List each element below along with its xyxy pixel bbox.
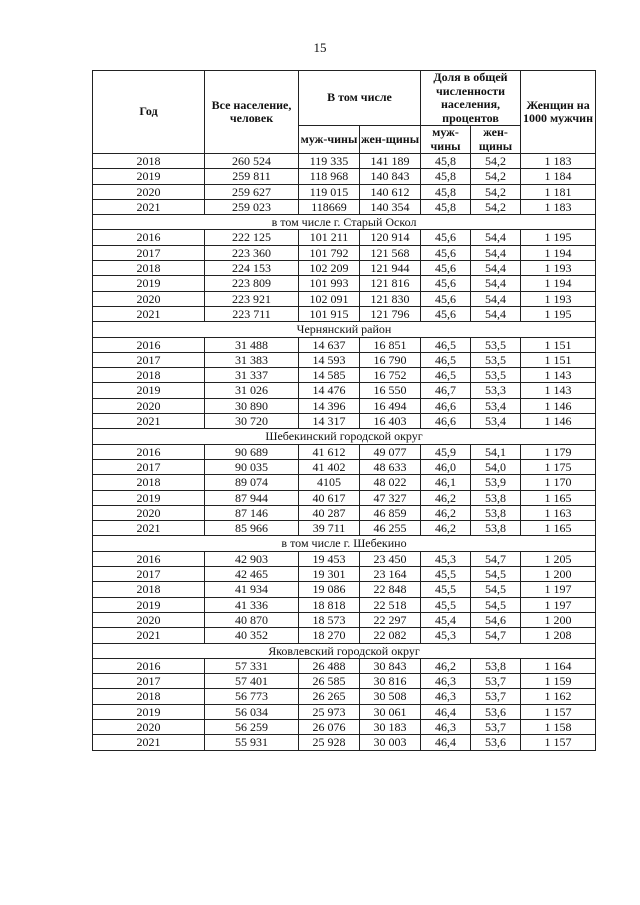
cell-year: 2016 [93, 658, 205, 673]
cell-total: 89 074 [205, 475, 299, 490]
table-row [93, 368, 596, 383]
cell-total: 31 026 [205, 383, 299, 398]
cell-share-women: 53,9 [471, 475, 521, 490]
cell-share-women: 54,7 [471, 551, 521, 566]
cell-men: 26 265 [299, 689, 360, 704]
cell-women-per-1000: 1 194 [521, 245, 596, 260]
cell-women: 121 568 [360, 245, 421, 260]
cell-share-women: 53,8 [471, 490, 521, 505]
table-row [93, 199, 596, 214]
cell-year: 2021 [93, 521, 205, 536]
table-row [93, 383, 596, 398]
cell-share-men: 45,6 [421, 245, 471, 260]
cell-share-women: 53,7 [471, 689, 521, 704]
cell-total: 31 488 [205, 337, 299, 352]
cell-year: 2017 [93, 674, 205, 689]
header-women: жен-щины [360, 126, 421, 154]
cell-women: 120 914 [360, 230, 421, 245]
cell-share-men: 45,6 [421, 230, 471, 245]
cell-women-per-1000: 1 183 [521, 154, 596, 169]
cell-women: 121 830 [360, 291, 421, 306]
cell-women: 46 255 [360, 521, 421, 536]
cell-share-men: 45,3 [421, 628, 471, 643]
cell-women-per-1000: 1 195 [521, 230, 596, 245]
cell-men: 4105 [299, 475, 360, 490]
cell-men: 118669 [299, 199, 360, 214]
cell-women-per-1000: 1 194 [521, 276, 596, 291]
cell-share-women: 54,4 [471, 291, 521, 306]
cell-total: 56 259 [205, 719, 299, 734]
cell-year: 2019 [93, 383, 205, 398]
cell-men: 101 915 [299, 306, 360, 321]
cell-share-men: 45,8 [421, 184, 471, 199]
cell-men: 119 015 [299, 184, 360, 199]
cell-women-per-1000: 1 165 [521, 490, 596, 505]
cell-share-men: 46,5 [421, 337, 471, 352]
cell-year: 2020 [93, 719, 205, 734]
cell-women: 140 354 [360, 199, 421, 214]
cell-men: 25 928 [299, 735, 360, 750]
cell-share-women: 54,5 [471, 567, 521, 582]
cell-women: 30 843 [360, 658, 421, 673]
cell-share-women: 53,5 [471, 352, 521, 367]
cell-year: 2021 [93, 306, 205, 321]
table-row [93, 154, 596, 169]
table-row [93, 704, 596, 719]
cell-share-women: 53,8 [471, 658, 521, 673]
cell-year: 2018 [93, 689, 205, 704]
cell-men: 118 968 [299, 169, 360, 184]
cell-share-women: 54,4 [471, 276, 521, 291]
table-row [93, 459, 596, 474]
cell-total: 259 023 [205, 199, 299, 214]
cell-men: 40 617 [299, 490, 360, 505]
cell-total: 56 773 [205, 689, 299, 704]
cell-share-men: 45,4 [421, 612, 471, 627]
cell-share-men: 46,6 [421, 414, 471, 429]
cell-women: 140 612 [360, 184, 421, 199]
cell-men: 19 086 [299, 582, 360, 597]
cell-year: 2016 [93, 337, 205, 352]
cell-men: 26 585 [299, 674, 360, 689]
cell-women: 48 022 [360, 475, 421, 490]
cell-women: 141 189 [360, 154, 421, 169]
cell-year: 2017 [93, 459, 205, 474]
table-row [93, 414, 596, 429]
cell-share-women: 54,2 [471, 184, 521, 199]
table-body [93, 154, 596, 751]
cell-total: 222 125 [205, 230, 299, 245]
population-table [92, 70, 596, 751]
cell-year: 2020 [93, 184, 205, 199]
cell-women: 16 851 [360, 337, 421, 352]
cell-women: 30 061 [360, 704, 421, 719]
cell-share-women: 53,5 [471, 337, 521, 352]
cell-women-per-1000: 1 146 [521, 414, 596, 429]
cell-share-women: 54,4 [471, 230, 521, 245]
section-header-row [93, 643, 596, 658]
cell-share-men: 46,5 [421, 368, 471, 383]
cell-women-per-1000: 1 151 [521, 337, 596, 352]
cell-women: 16 403 [360, 414, 421, 429]
cell-share-men: 45,6 [421, 261, 471, 276]
section-title: в том числе г. Старый Оскол [93, 215, 596, 230]
cell-share-men: 46,7 [421, 383, 471, 398]
cell-women-per-1000: 1 165 [521, 521, 596, 536]
cell-men: 101 792 [299, 245, 360, 260]
cell-total: 87 146 [205, 505, 299, 520]
cell-women-per-1000: 1 158 [521, 719, 596, 734]
cell-year: 2019 [93, 597, 205, 612]
cell-total: 90 035 [205, 459, 299, 474]
cell-men: 41 612 [299, 444, 360, 459]
cell-total: 31 337 [205, 368, 299, 383]
cell-year: 2018 [93, 582, 205, 597]
cell-share-women: 54,2 [471, 199, 521, 214]
cell-share-women: 54,5 [471, 582, 521, 597]
cell-year: 2019 [93, 704, 205, 719]
cell-men: 41 402 [299, 459, 360, 474]
cell-share-men: 45,8 [421, 199, 471, 214]
section-title: Яковлевский городской округ [93, 643, 596, 658]
cell-women: 47 327 [360, 490, 421, 505]
cell-women: 16 790 [360, 352, 421, 367]
cell-women: 22 297 [360, 612, 421, 627]
table-row [93, 628, 596, 643]
cell-share-women: 54,4 [471, 245, 521, 260]
cell-year: 2020 [93, 398, 205, 413]
cell-total: 223 711 [205, 306, 299, 321]
header-share-men: муж-чины [421, 126, 471, 154]
cell-women: 121 796 [360, 306, 421, 321]
section-header-row [93, 322, 596, 337]
cell-share-women: 53,4 [471, 398, 521, 413]
cell-women: 30 183 [360, 719, 421, 734]
table-row [93, 475, 596, 490]
cell-women-per-1000: 1 205 [521, 551, 596, 566]
table-row [93, 719, 596, 734]
cell-share-women: 53,5 [471, 368, 521, 383]
section-title: Шебекинский городской округ [93, 429, 596, 444]
cell-share-men: 45,6 [421, 306, 471, 321]
table-row [93, 245, 596, 260]
cell-share-men: 46,2 [421, 505, 471, 520]
cell-total: 224 153 [205, 261, 299, 276]
cell-share-women: 53,8 [471, 505, 521, 520]
cell-women: 23 450 [360, 551, 421, 566]
cell-men: 119 335 [299, 154, 360, 169]
table-row [93, 261, 596, 276]
cell-total: 55 931 [205, 735, 299, 750]
cell-total: 90 689 [205, 444, 299, 459]
cell-share-women: 54,4 [471, 261, 521, 276]
cell-share-women: 54,2 [471, 154, 521, 169]
cell-share-men: 46,3 [421, 719, 471, 734]
table-row [93, 337, 596, 352]
header-year: Год [93, 71, 205, 154]
cell-share-men: 45,9 [421, 444, 471, 459]
header-share: Доля в общей численности населения, процентов [421, 71, 521, 126]
cell-women: 30 508 [360, 689, 421, 704]
cell-men: 102 209 [299, 261, 360, 276]
cell-total: 85 966 [205, 521, 299, 536]
cell-year: 2017 [93, 567, 205, 582]
cell-women: 49 077 [360, 444, 421, 459]
cell-men: 14 476 [299, 383, 360, 398]
cell-share-men: 46,4 [421, 704, 471, 719]
cell-share-women: 53,6 [471, 735, 521, 750]
cell-men: 25 973 [299, 704, 360, 719]
table-row [93, 306, 596, 321]
cell-women-per-1000: 1 197 [521, 582, 596, 597]
cell-women-per-1000: 1 163 [521, 505, 596, 520]
cell-share-men: 46,2 [421, 658, 471, 673]
cell-year: 2016 [93, 551, 205, 566]
table-row [93, 230, 596, 245]
cell-total: 30 720 [205, 414, 299, 429]
table-row [93, 567, 596, 582]
cell-men: 26 488 [299, 658, 360, 673]
cell-men: 19 301 [299, 567, 360, 582]
cell-women-per-1000: 1 208 [521, 628, 596, 643]
cell-men: 102 091 [299, 291, 360, 306]
section-title: в том числе г. Шебекино [93, 536, 596, 551]
cell-women-per-1000: 1 200 [521, 567, 596, 582]
section-title: Чернянский район [93, 322, 596, 337]
cell-share-women: 54,5 [471, 597, 521, 612]
cell-women: 121 816 [360, 276, 421, 291]
cell-women: 22 518 [360, 597, 421, 612]
header-men: муж-чины [299, 126, 360, 154]
cell-total: 223 809 [205, 276, 299, 291]
cell-men: 14 585 [299, 368, 360, 383]
cell-women: 16 494 [360, 398, 421, 413]
cell-year: 2020 [93, 291, 205, 306]
cell-women-per-1000: 1 195 [521, 306, 596, 321]
cell-women-per-1000: 1 181 [521, 184, 596, 199]
cell-women: 22 848 [360, 582, 421, 597]
cell-men: 40 287 [299, 505, 360, 520]
table-row [93, 735, 596, 750]
cell-women-per-1000: 1 175 [521, 459, 596, 474]
cell-total: 30 890 [205, 398, 299, 413]
cell-share-men: 45,6 [421, 291, 471, 306]
header-of-which: В том числе [299, 71, 421, 126]
cell-total: 57 331 [205, 658, 299, 673]
cell-share-women: 53,4 [471, 414, 521, 429]
cell-total: 41 336 [205, 597, 299, 612]
cell-women: 121 944 [360, 261, 421, 276]
cell-women: 30 003 [360, 735, 421, 750]
cell-total: 42 903 [205, 551, 299, 566]
cell-year: 2018 [93, 368, 205, 383]
cell-women: 46 859 [360, 505, 421, 520]
cell-total: 42 465 [205, 567, 299, 582]
cell-share-women: 53,6 [471, 704, 521, 719]
table-row [93, 597, 596, 612]
table-row [93, 521, 596, 536]
cell-share-men: 46,2 [421, 521, 471, 536]
cell-year: 2017 [93, 352, 205, 367]
cell-men: 14 637 [299, 337, 360, 352]
cell-year: 2018 [93, 475, 205, 490]
cell-women-per-1000: 1 143 [521, 383, 596, 398]
cell-women-per-1000: 1 197 [521, 597, 596, 612]
cell-year: 2021 [93, 628, 205, 643]
cell-total: 41 934 [205, 582, 299, 597]
cell-share-women: 54,2 [471, 169, 521, 184]
cell-total: 56 034 [205, 704, 299, 719]
cell-share-men: 46,1 [421, 475, 471, 490]
cell-women-per-1000: 1 151 [521, 352, 596, 367]
cell-women-per-1000: 1 184 [521, 169, 596, 184]
cell-total: 260 524 [205, 154, 299, 169]
cell-year: 2021 [93, 199, 205, 214]
cell-men: 101 993 [299, 276, 360, 291]
cell-men: 18 573 [299, 612, 360, 627]
cell-total: 31 383 [205, 352, 299, 367]
cell-men: 18 270 [299, 628, 360, 643]
cell-women: 16 752 [360, 368, 421, 383]
section-header-row [93, 215, 596, 230]
cell-women-per-1000: 1 183 [521, 199, 596, 214]
cell-year: 2018 [93, 261, 205, 276]
table-row [93, 276, 596, 291]
cell-share-men: 46,5 [421, 352, 471, 367]
cell-year: 2016 [93, 444, 205, 459]
cell-share-women: 54,1 [471, 444, 521, 459]
cell-men: 19 453 [299, 551, 360, 566]
table-row [93, 551, 596, 566]
cell-men: 26 076 [299, 719, 360, 734]
cell-share-women: 53,7 [471, 719, 521, 734]
cell-men: 14 317 [299, 414, 360, 429]
cell-year: 2016 [93, 230, 205, 245]
cell-total: 57 401 [205, 674, 299, 689]
table-row [93, 612, 596, 627]
cell-year: 2020 [93, 612, 205, 627]
cell-women-per-1000: 1 170 [521, 475, 596, 490]
table-row [93, 291, 596, 306]
cell-women: 30 816 [360, 674, 421, 689]
cell-year: 2017 [93, 245, 205, 260]
cell-share-men: 45,5 [421, 597, 471, 612]
table-row [93, 490, 596, 505]
cell-men: 14 593 [299, 352, 360, 367]
cell-year: 2021 [93, 735, 205, 750]
cell-total: 87 944 [205, 490, 299, 505]
cell-total: 223 360 [205, 245, 299, 260]
cell-women-per-1000: 1 146 [521, 398, 596, 413]
cell-share-men: 46,6 [421, 398, 471, 413]
section-header-row [93, 536, 596, 551]
cell-total: 223 921 [205, 291, 299, 306]
cell-share-men: 45,3 [421, 551, 471, 566]
cell-total: 259 811 [205, 169, 299, 184]
cell-year: 2019 [93, 276, 205, 291]
cell-share-men: 46,4 [421, 735, 471, 750]
cell-share-women: 54,7 [471, 628, 521, 643]
cell-year: 2019 [93, 490, 205, 505]
cell-share-men: 46,3 [421, 689, 471, 704]
table-row [93, 352, 596, 367]
cell-share-women: 54,6 [471, 612, 521, 627]
cell-year: 2020 [93, 505, 205, 520]
table-row [93, 689, 596, 704]
section-header-row [93, 429, 596, 444]
cell-year: 2018 [93, 154, 205, 169]
cell-share-men: 46,2 [421, 490, 471, 505]
cell-share-men: 45,8 [421, 169, 471, 184]
cell-women: 22 082 [360, 628, 421, 643]
cell-share-women: 53,8 [471, 521, 521, 536]
cell-women-per-1000: 1 159 [521, 674, 596, 689]
cell-women: 16 550 [360, 383, 421, 398]
page-number: 15 [313, 40, 327, 55]
cell-share-men: 45,5 [421, 582, 471, 597]
cell-year: 2019 [93, 169, 205, 184]
cell-share-men: 46,3 [421, 674, 471, 689]
cell-share-men: 45,5 [421, 567, 471, 582]
cell-women: 48 633 [360, 459, 421, 474]
cell-women-per-1000: 1 200 [521, 612, 596, 627]
cell-men: 14 396 [299, 398, 360, 413]
cell-women-per-1000: 1 157 [521, 735, 596, 750]
cell-men: 39 711 [299, 521, 360, 536]
table-row [93, 398, 596, 413]
cell-women-per-1000: 1 157 [521, 704, 596, 719]
cell-women-per-1000: 1 164 [521, 658, 596, 673]
table-row [93, 658, 596, 673]
cell-men: 101 211 [299, 230, 360, 245]
table-row [93, 674, 596, 689]
table-row [93, 169, 596, 184]
cell-share-men: 45,6 [421, 276, 471, 291]
cell-share-men: 46,0 [421, 459, 471, 474]
cell-women: 23 164 [360, 567, 421, 582]
header-women-per-1000-men: Женщин на 1000 мужчин [521, 71, 596, 154]
cell-women-per-1000: 1 179 [521, 444, 596, 459]
cell-women-per-1000: 1 143 [521, 368, 596, 383]
table-header [93, 71, 596, 154]
cell-share-women: 54,4 [471, 306, 521, 321]
cell-share-women: 54,0 [471, 459, 521, 474]
cell-women-per-1000: 1 193 [521, 291, 596, 306]
table-row [93, 582, 596, 597]
cell-women: 140 843 [360, 169, 421, 184]
cell-year: 2021 [93, 414, 205, 429]
cell-women-per-1000: 1 193 [521, 261, 596, 276]
header-share-women: жен-щины [471, 126, 521, 154]
cell-total: 40 870 [205, 612, 299, 627]
cell-women-per-1000: 1 162 [521, 689, 596, 704]
table-row [93, 505, 596, 520]
cell-total: 259 627 [205, 184, 299, 199]
cell-men: 18 818 [299, 597, 360, 612]
cell-share-men: 45,8 [421, 154, 471, 169]
table-row [93, 184, 596, 199]
table-row [93, 444, 596, 459]
cell-total: 40 352 [205, 628, 299, 643]
cell-share-women: 53,3 [471, 383, 521, 398]
cell-share-women: 53,7 [471, 674, 521, 689]
header-total-population: Все население, человек [205, 71, 299, 154]
